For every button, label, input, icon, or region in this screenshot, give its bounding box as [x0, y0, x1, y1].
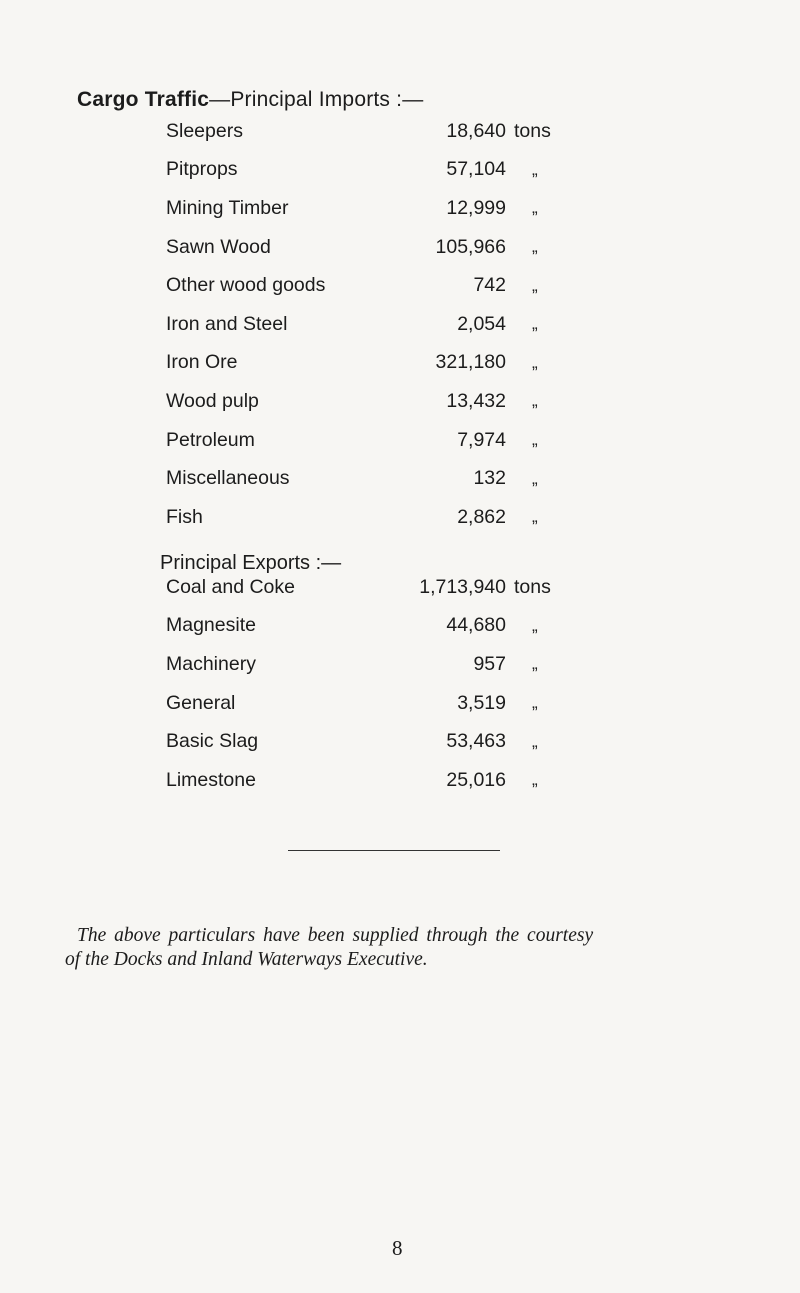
footnote-line-1: The above particulars have been supplied through the courtesy [77, 925, 594, 946]
table-row [166, 722, 612, 761]
item-unit: „ [532, 198, 538, 218]
item-name: Other wood goods [166, 274, 326, 297]
table-row [166, 761, 612, 800]
item-value: 44,680 [446, 614, 506, 637]
item-unit: tons [514, 575, 551, 598]
item-value: 105,966 [435, 235, 506, 258]
exports-heading: Principal Exports :— [160, 552, 342, 574]
page-number: 8 [392, 1236, 403, 1260]
table-row [166, 112, 612, 151]
imports-table [166, 112, 612, 537]
item-unit: „ [532, 430, 538, 450]
item-value: 742 [473, 274, 506, 297]
item-value: 53,463 [446, 730, 506, 753]
item-name: Limestone [166, 768, 256, 791]
item-unit: „ [532, 693, 538, 713]
table-row [166, 266, 612, 305]
item-unit: „ [532, 314, 538, 334]
table-row [166, 382, 612, 421]
item-name: Pitprops [166, 158, 238, 181]
heading-rest: —Principal Imports :— [209, 88, 424, 111]
item-unit: „ [532, 731, 538, 751]
item-unit: „ [532, 159, 538, 179]
exports-table [166, 568, 612, 800]
item-unit: „ [532, 770, 538, 790]
table-row [166, 189, 612, 228]
item-name: Petroleum [166, 428, 255, 451]
item-name: Wood pulp [166, 389, 259, 412]
item-unit: „ [532, 275, 538, 295]
footnote [65, 924, 725, 972]
table-row [166, 305, 612, 344]
item-name: Magnesite [166, 614, 256, 637]
item-name: Coal and Coke [166, 575, 295, 598]
item-name: Iron Ore [166, 351, 238, 374]
table-row [166, 151, 612, 190]
table-row [166, 684, 612, 723]
footnote-line-2: of the Docks and Inland Waterways Executive. [65, 949, 428, 970]
item-name: Fish [166, 505, 203, 528]
item-value: 2,054 [457, 312, 506, 335]
item-value: 321,180 [435, 351, 506, 374]
item-unit: „ [532, 237, 538, 257]
item-value: 132 [473, 467, 506, 490]
item-unit: „ [532, 468, 538, 488]
item-value: 13,432 [446, 389, 506, 412]
item-name: Machinery [166, 652, 256, 675]
item-value: 12,999 [446, 196, 506, 219]
item-value: 57,104 [446, 158, 506, 181]
item-unit: „ [532, 391, 538, 411]
table-row [166, 568, 612, 607]
item-name: Sawn Wood [166, 235, 271, 258]
table-row [166, 459, 612, 498]
table-row [166, 645, 612, 684]
item-name: Miscellaneous [166, 467, 290, 490]
divider-rule [288, 850, 500, 851]
table-row [166, 421, 612, 460]
item-name: Mining Timber [166, 196, 289, 219]
table-row [166, 228, 612, 267]
page-heading [77, 88, 423, 112]
item-name: Iron and Steel [166, 312, 288, 335]
item-unit: „ [532, 507, 538, 527]
item-value: 25,016 [446, 768, 506, 791]
table-row [166, 498, 612, 537]
item-name: Basic Slag [166, 730, 259, 753]
item-value: 957 [473, 652, 506, 675]
item-value: 1,713,940 [419, 575, 506, 598]
table-row [166, 607, 612, 646]
table-row [166, 344, 612, 383]
item-unit: tons [514, 119, 551, 142]
heading-bold: Cargo Traffic [77, 88, 210, 111]
item-value: 2,862 [457, 505, 506, 528]
item-unit: „ [532, 615, 538, 635]
item-unit: „ [532, 654, 538, 674]
item-name: General [166, 691, 236, 714]
item-value: 18,640 [446, 119, 506, 142]
item-value: 3,519 [457, 691, 506, 714]
item-name: Sleepers [166, 119, 243, 142]
item-unit: „ [532, 352, 538, 372]
item-value: 7,974 [457, 428, 506, 451]
